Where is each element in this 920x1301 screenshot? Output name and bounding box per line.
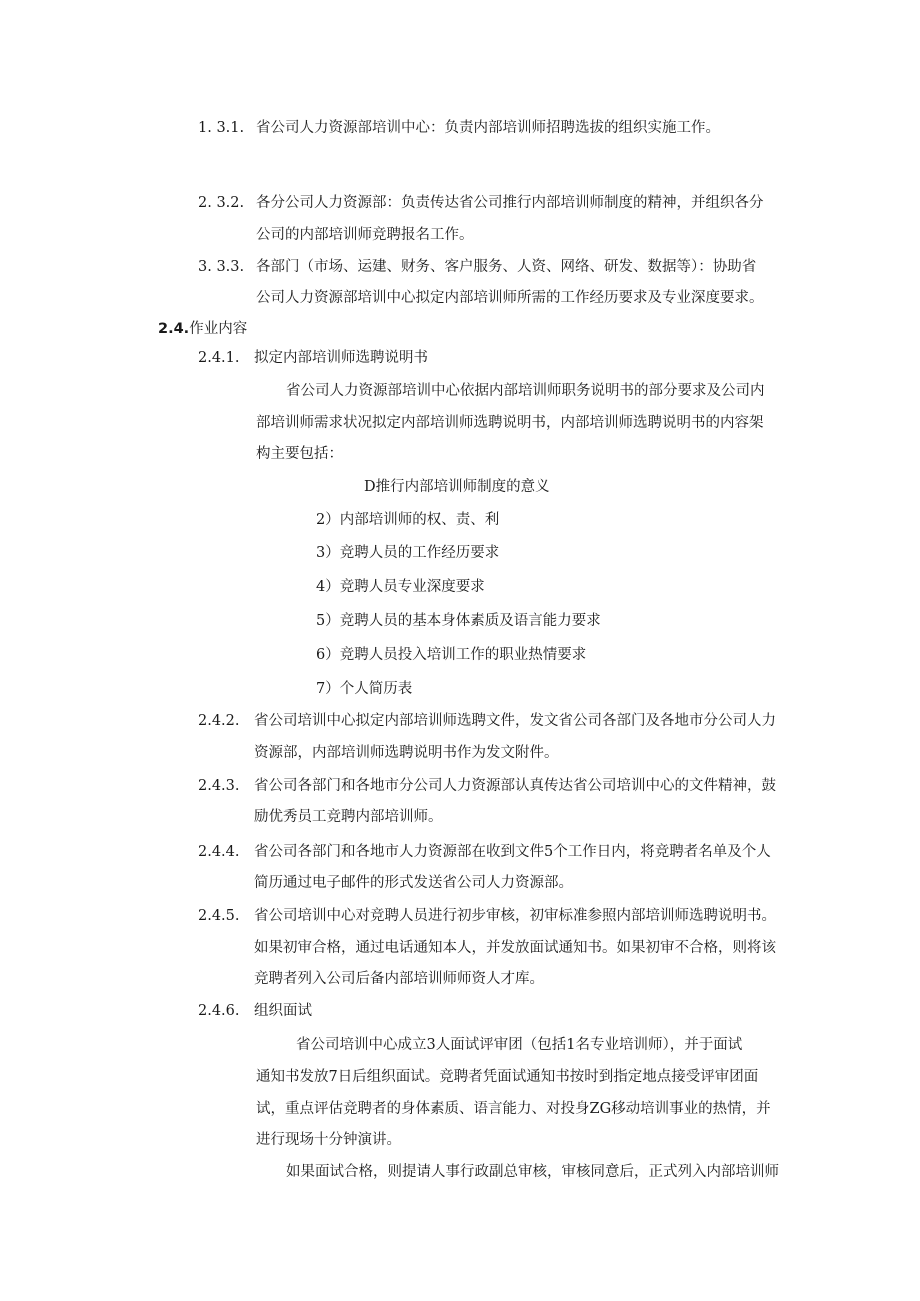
- paragraph-line: 省公司人力资源部培训中心依据内部培训师职务说明书的部分要求及公司内: [286, 383, 765, 399]
- subsection-2-4-1-title: 2.4.1. 拟定内部培训师选聘说明书: [198, 350, 428, 366]
- list-item: 6）竞聘人员投入培训工作的职业热情要求: [316, 647, 587, 663]
- paragraph-line: 励优秀员工竞聘内部培训师。: [254, 809, 443, 825]
- list-item: 5）竞聘人员的基本身体素质及语言能力要求: [316, 613, 601, 629]
- paragraph-line: 竞聘者列入公司后备内部培训师师资人才库。: [254, 971, 544, 987]
- paragraph-line: 如果面试合格，则提请人事行政副总审核，审核同意后，正式列入内部培训师: [286, 1164, 779, 1180]
- paragraph-line: 如果初审合格，通过电话通知本人，并发放面试通知书。如果初审不合格，则将该: [254, 940, 776, 956]
- paragraph-line: 省公司培训中心成立3人面试评审团（包括1名专业培训师），并于面试: [296, 1037, 743, 1053]
- list-item: 7）个人简历表: [316, 681, 413, 697]
- subsection-2-4-5: 2.4.5. 省公司培训中心对竞聘人员进行初步审核，初审标准参照内部培训师选聘说明书。: [198, 908, 776, 924]
- paragraph-line: 进行现场十分钟演讲。: [256, 1132, 401, 1148]
- role-item: 1. 3.1. 省公司人力资源部培训中心：负责内部培训师招聘选拔的组织实施工作。: [198, 120, 720, 136]
- role-item-continued: 公司人力资源部培训中心拟定内部培训师所需的工作经历要求及专业深度要求。: [256, 290, 764, 306]
- list-item: 4）竞聘人员专业深度要求: [316, 579, 485, 595]
- paragraph-line: 部培训师需求状况拟定内部培训师选聘说明书，内部培训师选聘说明书的内容架: [256, 415, 764, 431]
- subsection-2-4-2: 2.4.2. 省公司培训中心拟定内部培训师选聘文件，发文省公司各部门及各地市分公司人力: [198, 713, 776, 729]
- role-item: 3. 3.3. 各部门（市场、运建、财务、客户服务、人资、网络、研发、数据等）：协助省: [198, 259, 757, 275]
- list-item: 2）内部培训师的权、责、利: [316, 512, 500, 528]
- subsection-2-4-3: 2.4.3. 省公司各部门和各地市分公司人力资源部认真传达省公司培训中心的文件精神，鼓: [198, 778, 776, 794]
- subsection-2-4-4: 2.4.4. 省公司各部门和各地市人力资源部在收到文件5个工作日内，将竞聘者名单及个人: [198, 844, 771, 860]
- subsection-2-4-6-title: 2.4.6. 组织面试: [198, 1003, 312, 1019]
- section-heading: 2.4.作业内容: [158, 321, 248, 337]
- paragraph-line: 试，重点评估竞聘者的身体素质、语言能力、对投身ZG移动培训事业的热情，并: [256, 1101, 771, 1117]
- paragraph-line: 资源部，内部培训师选聘说明书作为发文附件。: [254, 745, 559, 761]
- paragraph-line: 构主要包括：: [256, 446, 343, 462]
- paragraph-line: 通知书发放7日后组织面试。竞聘者凭面试通知书按时到指定地点接受评审团面: [256, 1069, 759, 1085]
- role-item-continued: 公司的内部培训师竞聘报名工作。: [256, 227, 474, 243]
- list-item: 3）竞聘人员的工作经历要求: [316, 545, 500, 561]
- list-item: D推行内部培训师制度的意义: [364, 479, 550, 495]
- role-item: 2. 3.2. 各分公司人力资源部：负责传达省公司推行内部培训师制度的精神，并组织各分: [198, 195, 764, 211]
- paragraph-line: 简历通过电子邮件的形式发送省公司人力资源部。: [254, 875, 573, 891]
